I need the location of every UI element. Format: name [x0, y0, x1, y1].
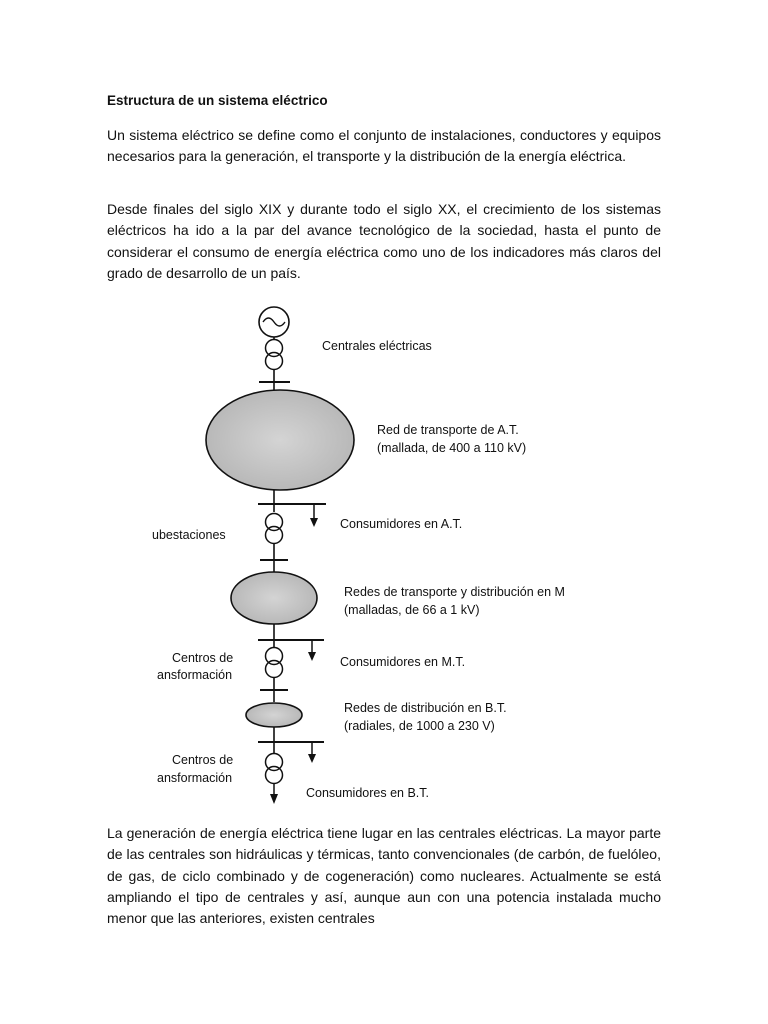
hv-network-ellipse [206, 390, 354, 490]
label-consumers-ht: Consumidores en A.T. [340, 517, 463, 531]
transformer-icon-mt [266, 648, 283, 678]
label-mt-network-range: (malladas, de 66 a 1 kV) [344, 603, 480, 617]
transformer-icon-substation [266, 514, 283, 544]
label-lt-network: Redes de distribución en B.T. [344, 701, 507, 715]
transformer-icon-generation [266, 340, 283, 370]
label-transform-centers-1b: ansformación [157, 668, 233, 682]
paragraph-definition: Un sistema eléctrico se define como el conjunto de instalaciones, conductores y equipos necesarios para la generación, el transporte y la distribución de la energía eléctrica. [107, 127, 661, 165]
label-consumers-lt: Consumidores en B.T. [306, 786, 429, 800]
label-transform-centers-2: Centros de [172, 753, 234, 767]
arrow-down-icon [310, 504, 318, 527]
arrow-down-icon [308, 742, 316, 763]
lt-network-ellipse [246, 703, 302, 727]
label-transform-centers-2b: ansformación [157, 771, 233, 785]
paragraph-generation: La generación de energía eléctrica tiene lugar en las centrales eléctricas. La mayor parte de las centrales son hidráulicas y térmicas, tanto convencionales (de carbón, de fuelóleo, de gas, de ciclo combinado y de cogeneración) como nucleares. Actualmente se está ampliando el tipo de centrales y así, aunque aun con una potencia instalada mucho menor que las anteriores, existen centrales [107, 825, 661, 927]
mt-network-ellipse [231, 572, 317, 624]
power-system-svg [152, 292, 616, 810]
document-title: Estructura de un sistema eléctrico [107, 93, 328, 108]
arrow-down-icon [308, 640, 316, 661]
label-transform-centers-1: Centros de [172, 651, 234, 665]
label-mt-network: Redes de transporte y distribución en M [344, 585, 565, 599]
label-generation: Centrales eléctricas [322, 339, 432, 353]
label-consumers-mt: Consumidores en M.T. [340, 655, 466, 669]
label-hv-network: Red de transporte de A.T. [377, 423, 519, 437]
power-system-diagram [152, 292, 616, 810]
label-substations: ubestaciones [152, 528, 226, 542]
paragraph-history: Desde finales del siglo XIX y durante todo el siglo XX, el crecimiento de los sistemas eléctricos ha ido a la par del avance tecnológico de la sociedad, hasta el punto de considerar el consumo de energía eléctrica como uno de los indicadores más claros del grado de desarrollo de un país. [107, 201, 661, 281]
label-lt-network-range: (radiales, de 1000 a 230 V) [344, 719, 495, 733]
generator-icon [259, 307, 289, 337]
transformer-icon-lt [266, 754, 283, 784]
label-hv-network-range: (mallada, de 400 a 110 kV) [377, 441, 527, 455]
arrow-down-icon [270, 783, 278, 804]
